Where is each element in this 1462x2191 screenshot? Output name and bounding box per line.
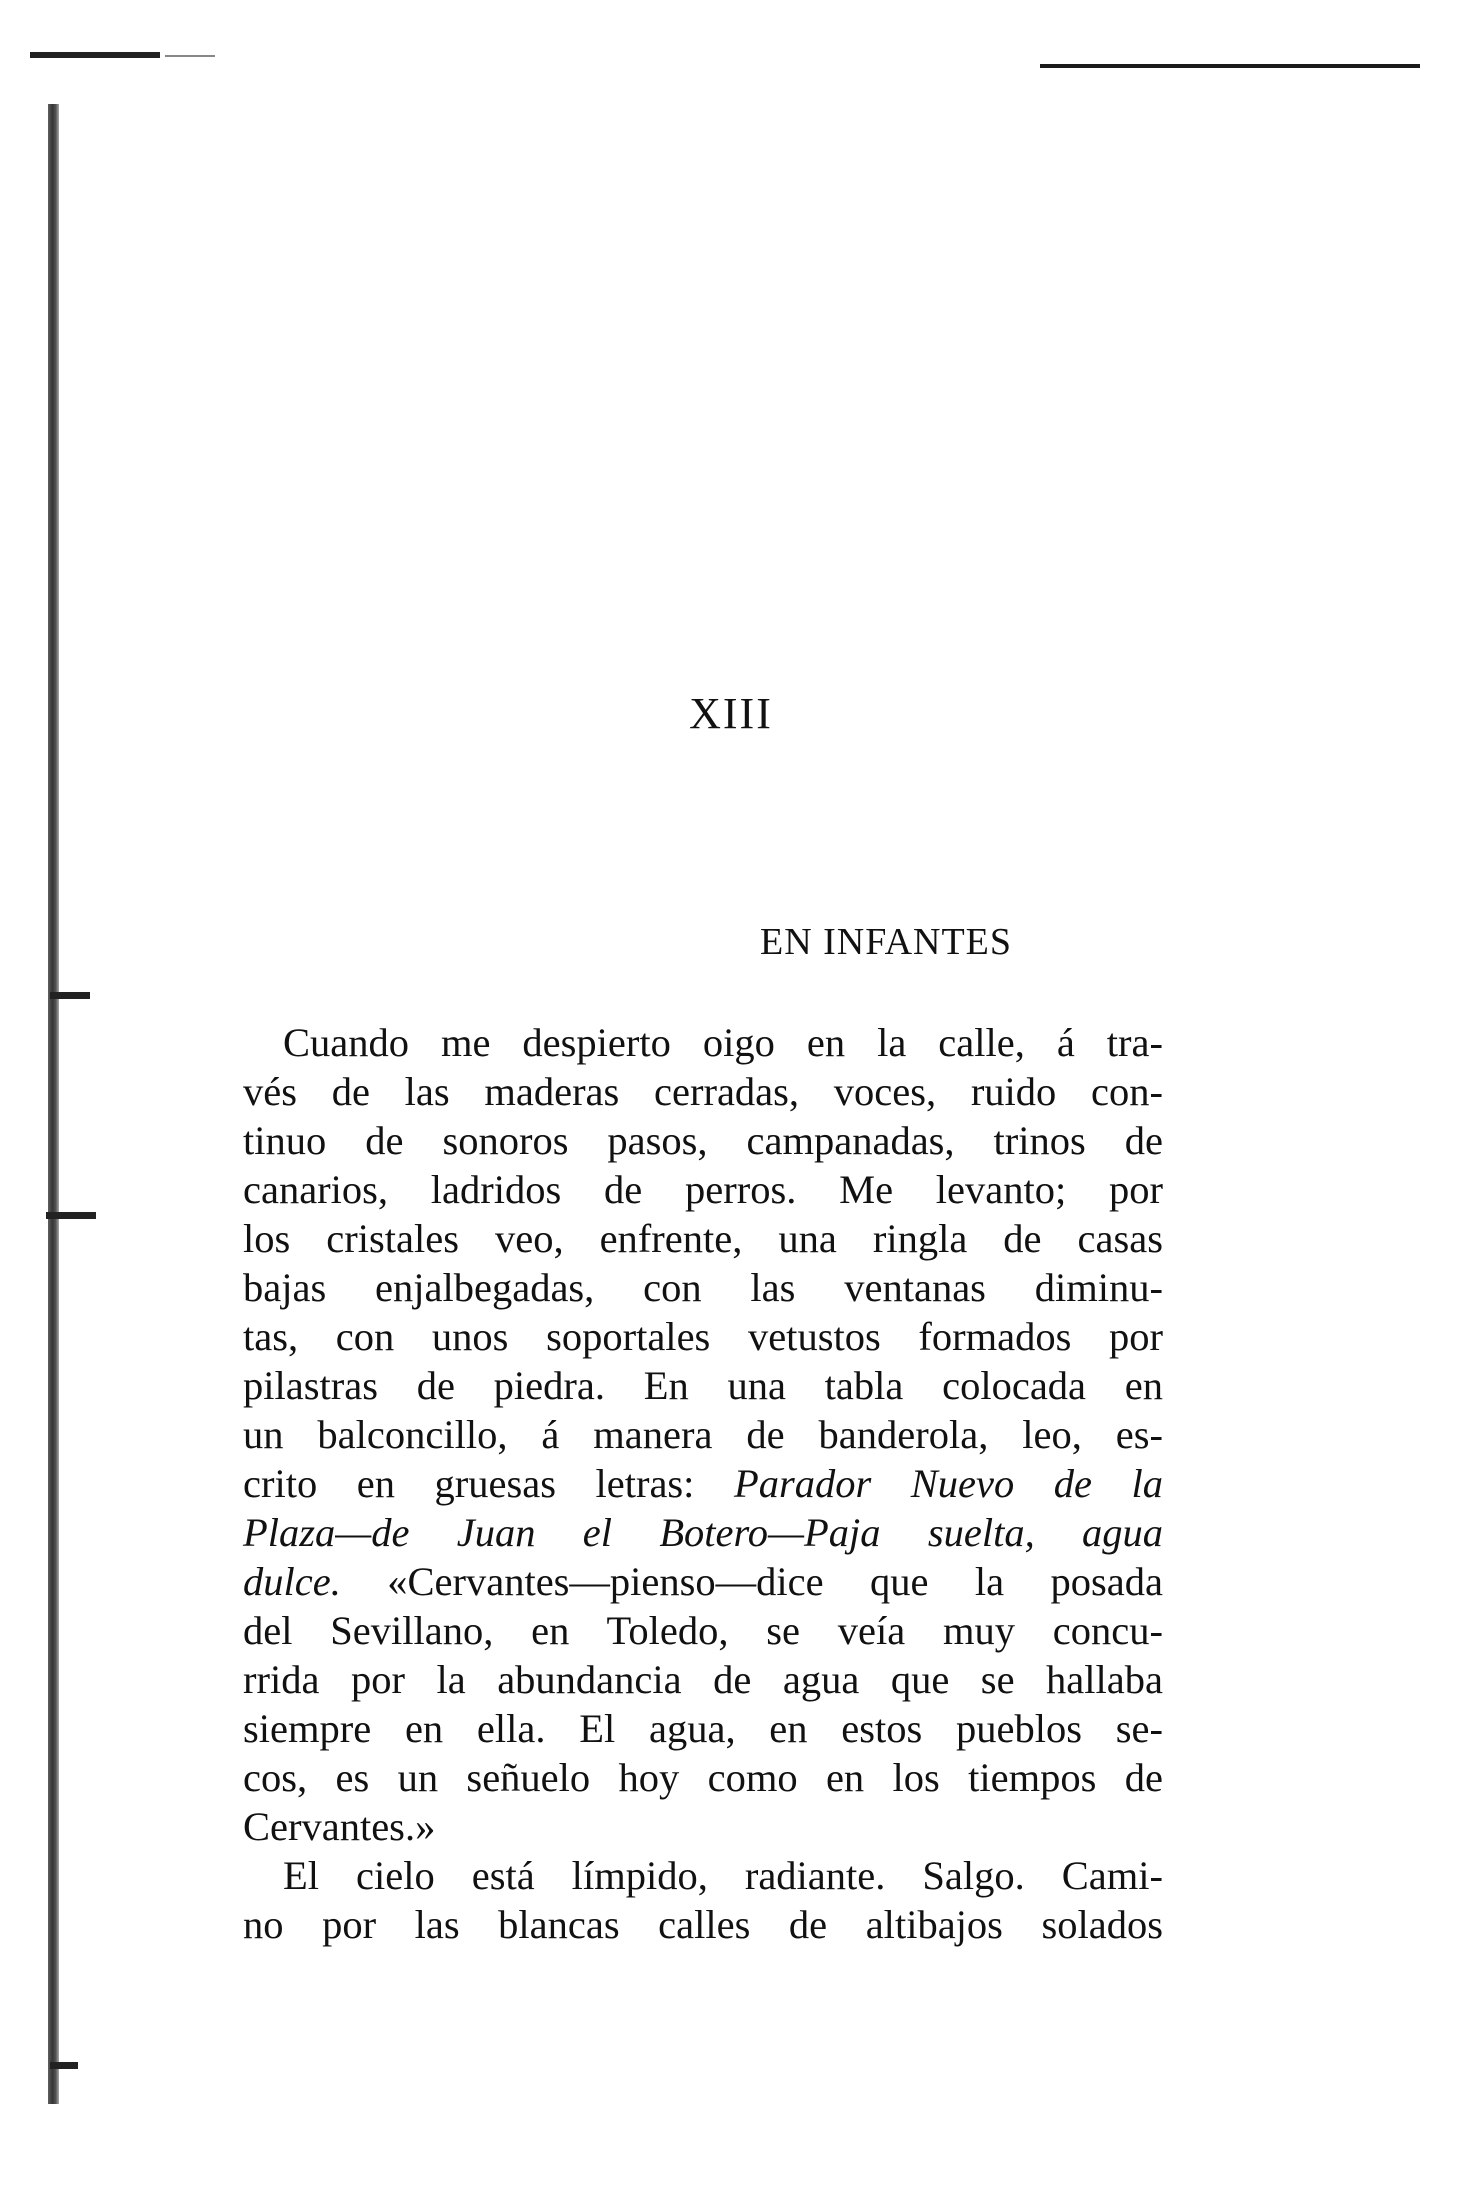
binding-mark — [50, 2062, 78, 2069]
text-line: del Sevillano, en Toledo, se veía muy concu- — [243, 1608, 1163, 1653]
text-line: cos, es un señuelo hoy como en los tiempos de — [243, 1755, 1163, 1800]
text-line: dulce. «Cervantes—pienso—dice que la posada — [243, 1559, 1163, 1604]
text-line: crito en gruesas letras: Parador Nuevo de la — [243, 1461, 1163, 1506]
text-line: El cielo está límpido, radiante. Salgo. Cami- — [283, 1853, 1163, 1898]
page-binding-edge — [48, 104, 59, 2104]
text-line: rrida por la abundancia de agua que se hallaba — [243, 1657, 1163, 1702]
text-line: bajas enjalbegadas, con las ventanas diminu- — [243, 1265, 1163, 1310]
chapter-title: EN INFANTES — [760, 921, 1013, 963]
text-line: tas, con unos soportales vetustos formados por — [243, 1314, 1163, 1359]
text-line: un balconcillo, á manera de banderola, leo, es- — [243, 1412, 1163, 1457]
binding-mark — [50, 992, 90, 999]
text-line: Cervantes.» — [243, 1804, 436, 1849]
text-line: tinuo de sonoros pasos, campanadas, trinos de — [243, 1118, 1163, 1163]
page-edge-top-left-tail — [165, 55, 215, 57]
text-line: siempre en ella. El agua, en estos pueblos se- — [243, 1706, 1163, 1751]
page-edge-top-right-mark — [1040, 64, 1420, 68]
page-edge-top-left-mark — [30, 52, 160, 58]
text-line: Plaza—de Juan el Botero—Paja suelta, agua — [243, 1510, 1163, 1555]
text-line: los cristales veo, enfrente, una ringla de casas — [243, 1216, 1163, 1261]
chapter-number: XIII — [689, 689, 773, 738]
text-line: no por las blancas calles de altibajos solados — [243, 1902, 1163, 1947]
text-line: Cuando me despierto oigo en la calle, á tra- — [283, 1020, 1163, 1065]
body-text — [243, 1018, 1163, 1949]
text-line: vés de las maderas cerradas, voces, ruido con- — [243, 1069, 1163, 1114]
text-line: pilastras de piedra. En una tabla colocada en — [243, 1363, 1163, 1408]
binding-mark — [46, 1212, 96, 1219]
text-line: canarios, ladridos de perros. Me levanto; por — [243, 1167, 1163, 1212]
